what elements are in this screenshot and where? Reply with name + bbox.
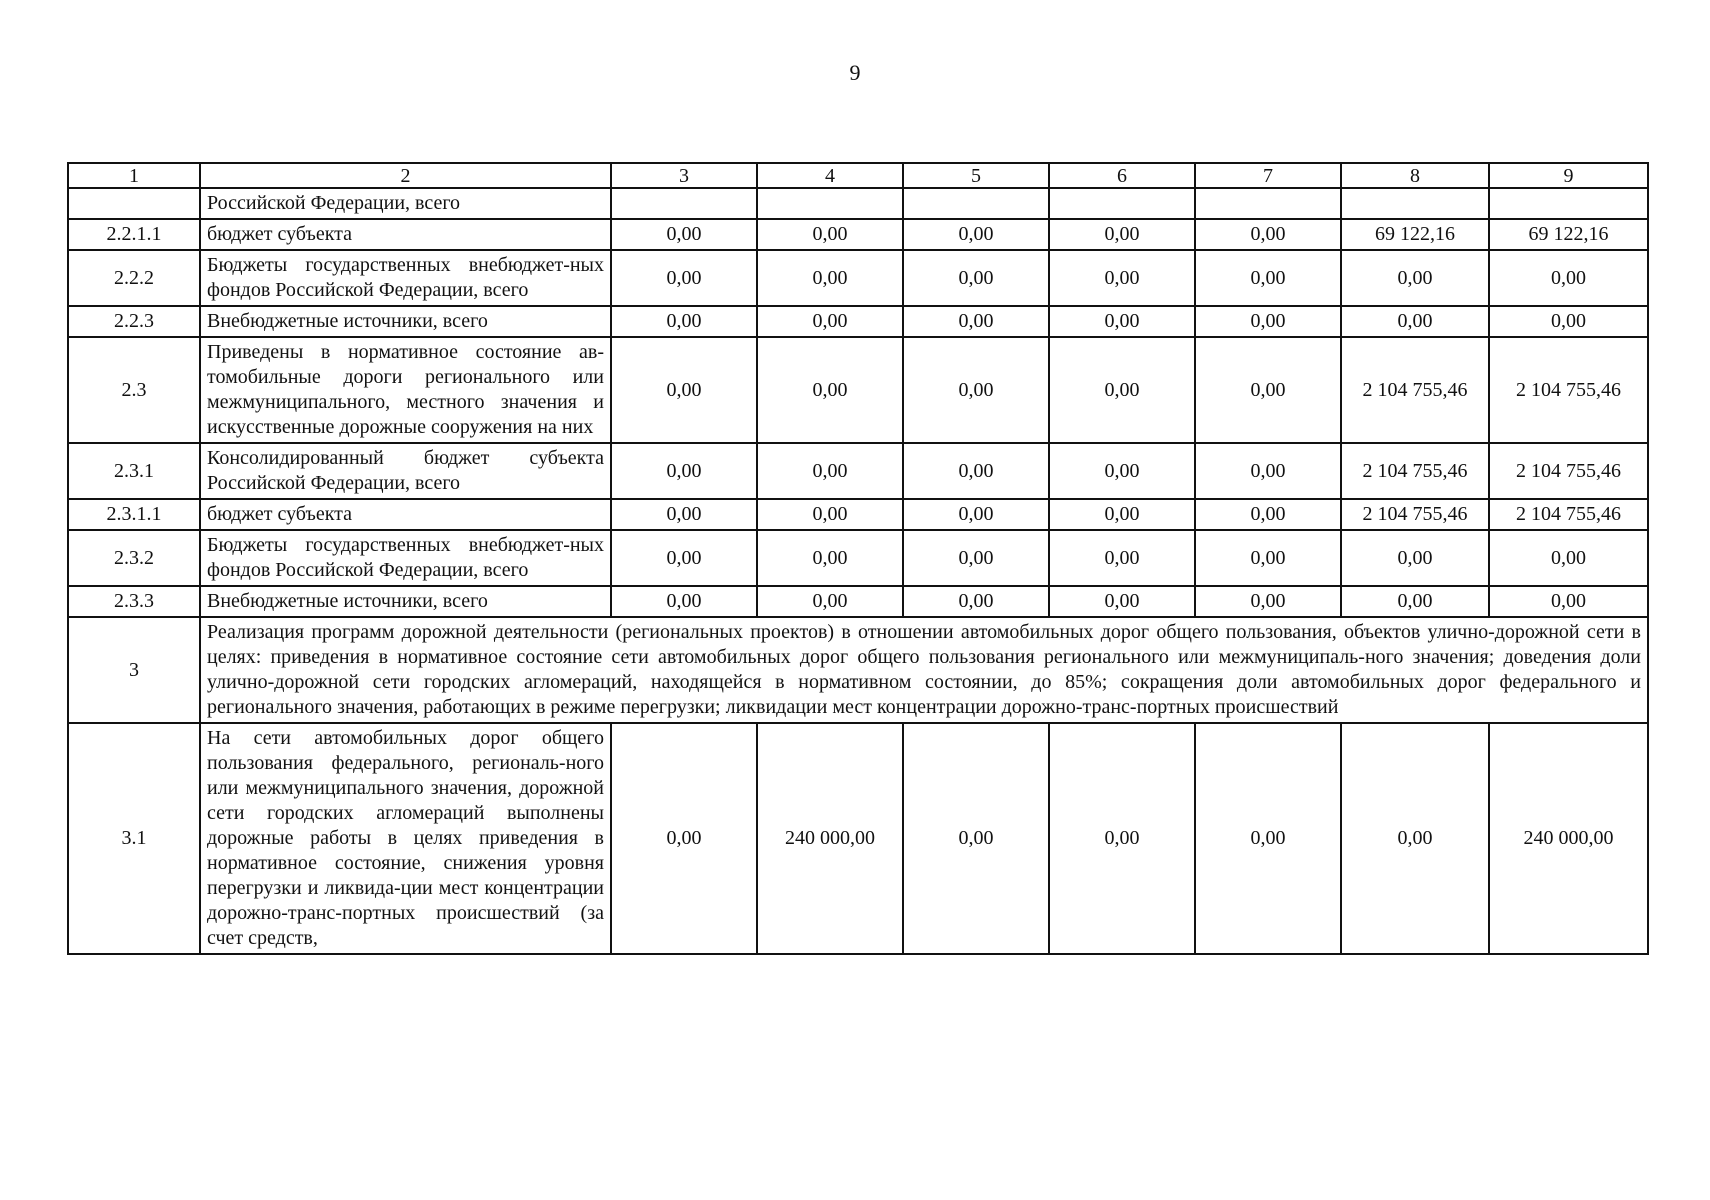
row-name: Бюджеты государственных внебюджет-ных фондов Российской Федерации, всего [200,530,611,586]
row-value: 0,00 [1195,586,1341,617]
row-code: 2.3.1 [68,443,200,499]
row-value: 0,00 [903,499,1049,530]
section-row [68,617,1648,723]
row-value: 0,00 [903,586,1049,617]
row-name: Российской Федерации, всего [200,188,611,219]
column-number: 4 [757,163,903,188]
section-description: Реализация программ дорожной деятельности (региональных проектов) в отношении автомобильных дорог общего пользования, объектов улично-дорожной сети в целях: приведения в нормативное состояние сети автомобильных дорог общего пользования регионального или межмуниципаль-ного значения; доведения доли улично-дорожной сети городских агломераций, находящейся в нормативном состоянии, до 85%; сокращения доли автомобильных дорог федерального и регионального значения, работающих в режиме перегрузки; ликвидации мест концентрации дорожно-транс-портных происшествий [200,617,1648,723]
row-code [68,188,200,219]
row-value: 0,00 [1049,337,1195,443]
page-number: 9 [849,60,861,85]
row-value [757,188,903,219]
row-value: 240 000,00 [1489,723,1648,954]
row-value: 0,00 [757,250,903,306]
row-value: 0,00 [611,723,757,954]
table-row [68,337,1648,443]
row-name: Консолидированный бюджет субъекта Российской Федерации, всего [200,443,611,499]
row-code: 2.3.1.1 [68,499,200,530]
row-name: Приведены в нормативное состояние ав-томобильные дороги регионального или межмуниципального, местного значения и искусственные дорожные сооружения на них [200,337,611,443]
row-value: 0,00 [1489,306,1648,337]
row-value: 2 104 755,46 [1489,499,1648,530]
row-value [1195,188,1341,219]
row-value: 0,00 [1049,306,1195,337]
row-value: 0,00 [611,250,757,306]
row-value [903,188,1049,219]
row-value: 0,00 [611,306,757,337]
row-value: 0,00 [903,443,1049,499]
table-row [68,530,1648,586]
row-value: 2 104 755,46 [1341,337,1489,443]
row-value [1341,188,1489,219]
row-value: 0,00 [903,306,1049,337]
column-number: 9 [1489,163,1648,188]
row-value: 0,00 [1049,499,1195,530]
row-value: 0,00 [611,499,757,530]
column-number: 2 [200,163,611,188]
column-number-row [68,163,1648,188]
row-value: 0,00 [1489,586,1648,617]
table-row [68,219,1648,250]
table-row [68,188,1648,219]
row-value: 2 104 755,46 [1489,443,1648,499]
row-value: 2 104 755,46 [1341,499,1489,530]
row-code: 2.3.3 [68,586,200,617]
row-value: 0,00 [611,443,757,499]
row-name: Внебюджетные источники, всего [200,306,611,337]
row-value [1049,188,1195,219]
row-value: 2 104 755,46 [1489,337,1648,443]
row-value: 69 122,16 [1341,219,1489,250]
row-value: 0,00 [757,306,903,337]
row-code: 3.1 [68,723,200,954]
row-value: 0,00 [757,499,903,530]
section-code: 3 [68,617,200,723]
table-row [68,499,1648,530]
row-value: 0,00 [611,586,757,617]
row-value: 0,00 [1489,530,1648,586]
column-number: 6 [1049,163,1195,188]
row-value: 0,00 [1195,443,1341,499]
row-value: 0,00 [757,530,903,586]
row-value: 0,00 [1049,219,1195,250]
table-row [68,586,1648,617]
row-name: бюджет субъекта [200,219,611,250]
row-value: 240 000,00 [757,723,903,954]
row-name: Внебюджетные источники, всего [200,586,611,617]
row-value: 2 104 755,46 [1341,443,1489,499]
table-row [68,723,1648,954]
row-value: 0,00 [757,219,903,250]
row-value: 0,00 [1195,219,1341,250]
row-value: 0,00 [1195,306,1341,337]
row-value: 0,00 [1195,337,1341,443]
row-value: 0,00 [1341,586,1489,617]
budget-table [67,162,1649,955]
row-value: 0,00 [903,250,1049,306]
row-code: 2.2.2 [68,250,200,306]
row-value: 0,00 [1341,250,1489,306]
row-code: 2.3.2 [68,530,200,586]
row-value: 0,00 [1195,250,1341,306]
row-value: 0,00 [903,723,1049,954]
row-code: 2.2.1.1 [68,219,200,250]
row-value: 0,00 [903,530,1049,586]
row-value: 0,00 [1341,530,1489,586]
row-value: 0,00 [1341,306,1489,337]
row-value: 0,00 [1049,586,1195,617]
table-row [68,443,1648,499]
row-value: 0,00 [611,337,757,443]
row-value: 0,00 [757,337,903,443]
row-value: 0,00 [1341,723,1489,954]
row-value: 0,00 [1049,250,1195,306]
row-value: 0,00 [757,443,903,499]
row-value: 69 122,16 [1489,219,1648,250]
row-name: На сети автомобильных дорог общего пользования федерального, региональ-ного или межмуниципального значения, дорожной сети городских агломераций выполнены дорожные работы в целях приведения в нормативное состояние, снижения уровня перегрузки и ликвида-ции мест концентрации дорожно-транс-портных происшествий (за счет средств, [200,723,611,954]
row-value: 0,00 [1195,530,1341,586]
row-value: 0,00 [1195,723,1341,954]
row-name: Бюджеты государственных внебюджет-ных фондов Российской Федерации, всего [200,250,611,306]
row-value: 0,00 [611,219,757,250]
row-value: 0,00 [1195,499,1341,530]
row-value: 0,00 [1049,530,1195,586]
column-number: 8 [1341,163,1489,188]
row-value: 0,00 [903,337,1049,443]
column-number: 1 [68,163,200,188]
row-value: 0,00 [757,586,903,617]
column-number: 3 [611,163,757,188]
row-name: бюджет субъекта [200,499,611,530]
table-row [68,306,1648,337]
row-value: 0,00 [903,219,1049,250]
row-value: 0,00 [1049,723,1195,954]
table-row [68,250,1648,306]
row-value [1489,188,1648,219]
row-value: 0,00 [611,530,757,586]
column-number: 5 [903,163,1049,188]
column-number: 7 [1195,163,1341,188]
row-code: 2.2.3 [68,306,200,337]
row-value [611,188,757,219]
row-value: 0,00 [1489,250,1648,306]
row-code: 2.3 [68,337,200,443]
row-value: 0,00 [1049,443,1195,499]
